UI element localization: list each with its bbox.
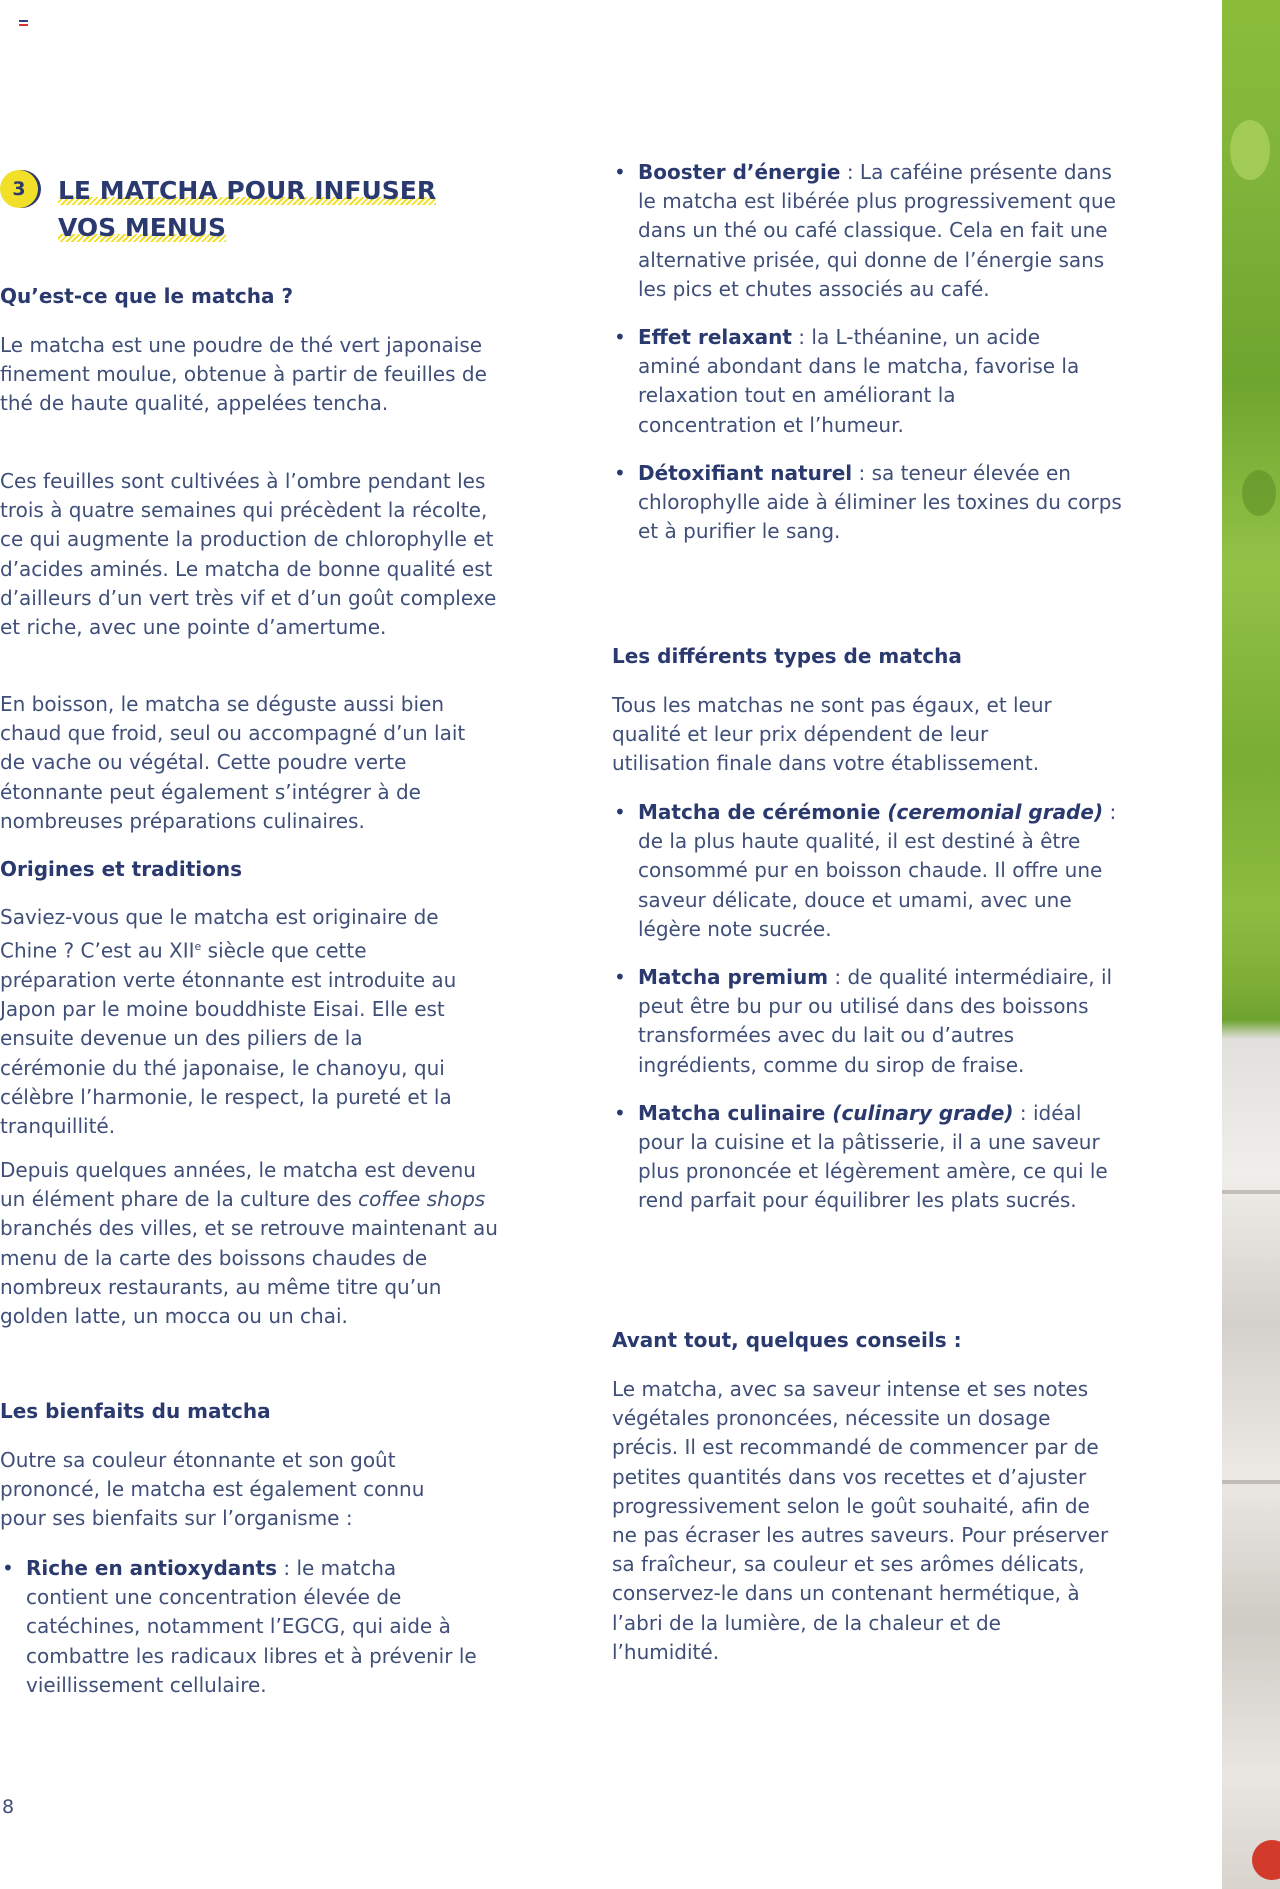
section-title-line1: LE MATCHA POUR INFUSER: [58, 176, 437, 205]
paragraph-what-1: Le matcha est une poudre de thé vert japonaise finement moulue, obtenue à partir de feuilles de thé de haute qualité, appelées tencha.: [0, 333, 487, 416]
list-item: • Détoxifiant naturel : sa teneur élevée en chlorophylle aide à éliminer les toxines du corps et à purifier le sang.: [612, 459, 1128, 547]
list-item: • Riche en antioxydants : le matcha contient une concentration élevée de catéchines, notamment l’EGCG, qui aide à combattre les radicaux libres et à prévenir le vieillissement cellulaire.: [0, 1554, 480, 1700]
list-item: • Effet relaxant : la L-théanine, un acide aminé abondant dans le matcha, favorise la relaxation tout en améliorant la concentration et l’humeur.: [612, 323, 1098, 440]
section-title: [58, 172, 436, 246]
section-title-line2: VOS MENUS: [58, 213, 227, 242]
matcha-photo-strip: [1222, 0, 1280, 1889]
paragraph-what-2: Ces feuilles sont cultivées à l’ombre pendant les trois à quatre semaines qui précèdent la récolte, ce qui augmente la production de chlorophylle et d’acides aminés. Le matcha de bonne qualité est d’ailleurs d’un vert très vif et d’un goût complexe et riche, avec une pointe d’amertume.: [0, 469, 497, 640]
page-number: 8: [2, 1796, 15, 1818]
list-item: • Matcha de cérémonie (ceremonial grade) : de la plus haute qualité, il est destiné à être consommé pur en boisson chaude. Il offre une saveur délicate, douce et umami, avec une légère note sucrée.: [612, 798, 1122, 944]
heading-benefits: Les bienfaits du matcha: [0, 1399, 271, 1423]
benefits-list-right: [612, 158, 1122, 546]
heading-origins: Origines et traditions: [0, 857, 243, 881]
paragraph-tips: Le matcha, avec sa saveur intense et ses notes végétales prononcées, nécessite un dosage précis. Il est recommandé de commencer par de petites quantités dans vos recettes et d’ajuster progressivement selon le goût souhaité, afin de ne pas écraser les autres saveurs. Pour préserver sa fraîcheur, sa couleur et ses arômes délicats, conservez-le dans un contenant hermétique, à l’abri de la lumière, de la chaleur et de l’humidité.: [612, 1377, 1109, 1664]
list-item: • Booster d’énergie : La caféine présente dans le matcha est libérée plus progressivement que dans un thé ou café classique. Cela en fait une alternative prisée, qui donne de l’énergie sans les pics et chutes associés au café.: [612, 158, 1122, 304]
heading-types: Les différents types de matcha: [612, 644, 962, 668]
paragraph-benefits-intro: Outre sa couleur étonnante et son goût prononcé, le matcha est également connu pour ses bienfaits sur l’organisme :: [0, 1448, 425, 1531]
list-item: • Matcha culinaire (culinary grade) : idéal pour la cuisine et la pâtisserie, il a une saveur plus prononcée et légèrement amère, ce qui le rend parfait pour équilibrer les plats sucrés.: [612, 1099, 1122, 1216]
paragraph-origins-1: Saviez-vous que le matcha est originaire de Chine ? C’est au XIIe siècle que cette préparation verte étonnante est introduite au Japon par le moine bouddhiste Eisai. Elle est ensuite devenue un des piliers de la cérémonie du thé japonaise, le chanoyu, qui célèbre l’harmonie, le respect, la pureté et la tranquillité.: [0, 905, 457, 1139]
section-number-badge: 3: [0, 170, 38, 208]
heading-tips: Avant tout, quelques conseils :: [612, 1328, 962, 1352]
types-list: [612, 798, 1122, 1216]
list-item: • Matcha premium : de qualité intermédiaire, il peut être bu pur ou utilisé dans des boissons transformées avec du lait ou d’autres ingrédients, comme du sirop de fraise.: [612, 963, 1122, 1080]
flag-icon: [19, 20, 28, 26]
paragraph-origins-2: Depuis quelques années, le matcha est devenu un élément phare de la culture des coffee shops branchés des villes, et se retrouve maintenant au menu de la carte des boissons chaudes de nombreux restaurants, au même titre qu’un golden latte, un mocca ou un chai.: [0, 1158, 498, 1329]
heading-what-is-matcha: Qu’est-ce que le matcha ?: [0, 284, 294, 308]
paragraph-types-intro: Tous les matchas ne sont pas égaux, et leur qualité et leur prix dépendent de leur utilisation finale dans votre établissement.: [612, 693, 1052, 776]
paragraph-what-3: En boisson, le matcha se déguste aussi bien chaud que froid, seul ou accompagné d’un lait de vache ou végétal. Cette poudre verte étonnante peut également s’intégrer à de nombreuses préparations culinaires.: [0, 692, 466, 833]
benefits-list-left: [0, 1554, 480, 1700]
